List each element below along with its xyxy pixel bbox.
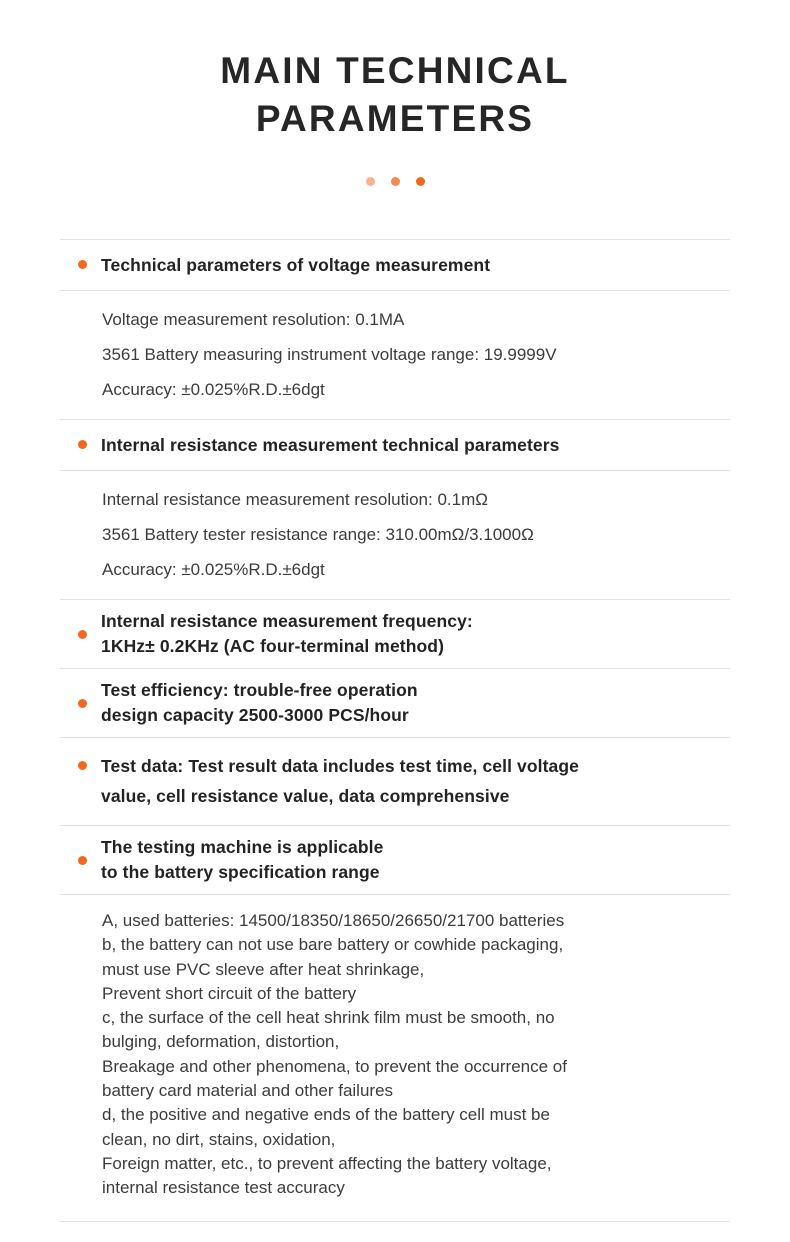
section-header-voltage-measurement — [60, 240, 730, 290]
section-header-label: Technical parameters of voltage measurement — [101, 255, 491, 275]
detail-line: battery card material and other failures — [102, 1081, 394, 1101]
section-header-line: Test data: Test result data includes test time, cell voltage — [101, 756, 579, 776]
bullet-icon — [78, 699, 87, 708]
section-body-voltage-measurement-details — [60, 291, 730, 419]
section-header-label — [101, 751, 730, 811]
section-header-battery-specification-range — [60, 826, 730, 894]
section-header-line: to the battery specification range — [101, 862, 380, 882]
bullet-icon — [78, 440, 87, 449]
section-body-internal-resistance-details — [60, 471, 730, 599]
detail-line: Accuracy: ±0.025%R.D.±6dgt — [102, 560, 325, 579]
section-header-label: Internal resistance measurement technical parameters — [101, 435, 560, 455]
section-header-line: 1KHz± 0.2KHz (AC four-terminal method) — [101, 636, 445, 656]
section-header-line: The testing machine is applicable — [101, 837, 384, 857]
detail-line: 3561 Battery tester resistance range: 310.00mΩ/3.1000Ω — [102, 525, 534, 544]
section-header-label — [101, 678, 730, 728]
detail-line: d, the positive and negative ends of the battery cell must be — [102, 1105, 550, 1125]
section-header-internal-resistance-measurement — [60, 420, 730, 470]
detail-line: Foreign matter, etc., to prevent affecting the battery voltage, — [102, 1153, 552, 1173]
detail-line: 3561 Battery measuring instrument voltage range: 19.9999V — [102, 345, 557, 364]
section-header-test-data — [60, 738, 730, 825]
section-header-test-efficiency — [60, 669, 730, 737]
detail-line: c, the surface of the cell heat shrink film must be smooth, no — [102, 1008, 555, 1028]
section-header-measurement-frequency — [60, 600, 730, 668]
bullet-icon — [78, 260, 87, 269]
section-header-label — [101, 609, 730, 659]
dot-faint-icon — [366, 177, 375, 186]
detail-line: must use PVC sleeve after heat shrinkage, — [102, 959, 425, 979]
detail-line: Prevent short circuit of the battery — [102, 983, 357, 1003]
page-title: MAIN TECHNICAL PARAMETERS — [220, 50, 570, 139]
section-body-battery-specification-details — [60, 895, 730, 1221]
section-header-label — [101, 835, 730, 885]
section-header-line: value, cell resistance value, data comprehensive — [101, 786, 510, 806]
dot-solid-icon — [416, 177, 425, 186]
dot-separator — [0, 176, 790, 186]
detail-line: clean, no dirt, stains, oxidation, — [102, 1129, 336, 1149]
title-block — [0, 0, 790, 186]
bullet-icon — [78, 856, 87, 865]
detail-line: b, the battery can not use bare battery or cowhide packaging, — [102, 935, 564, 955]
divider — [60, 1221, 730, 1222]
section-header-line: Internal resistance measurement frequency: — [101, 611, 473, 631]
detail-line: Voltage measurement resolution: 0.1MA — [102, 310, 405, 329]
detail-line: A, used batteries: 14500/18350/18650/26650/21700 batteries — [102, 911, 565, 930]
detail-line: bulging, deformation, distortion, — [102, 1032, 340, 1052]
bullet-icon — [78, 761, 87, 770]
detail-line: internal resistance test accuracy — [102, 1178, 345, 1198]
detail-line: Internal resistance measurement resolution: 0.1mΩ — [102, 490, 488, 509]
bullet-icon — [78, 630, 87, 639]
detail-line: Breakage and other phenomena, to prevent the occurrence of — [102, 1056, 567, 1076]
detail-line: Accuracy: ±0.025%R.D.±6dgt — [102, 380, 325, 399]
dot-medium-icon — [391, 177, 400, 186]
parameters-list — [60, 239, 730, 1222]
section-header-line: Test efficiency: trouble-free operation — [101, 680, 418, 700]
section-header-line: design capacity 2500-3000 PCS/hour — [101, 705, 409, 725]
